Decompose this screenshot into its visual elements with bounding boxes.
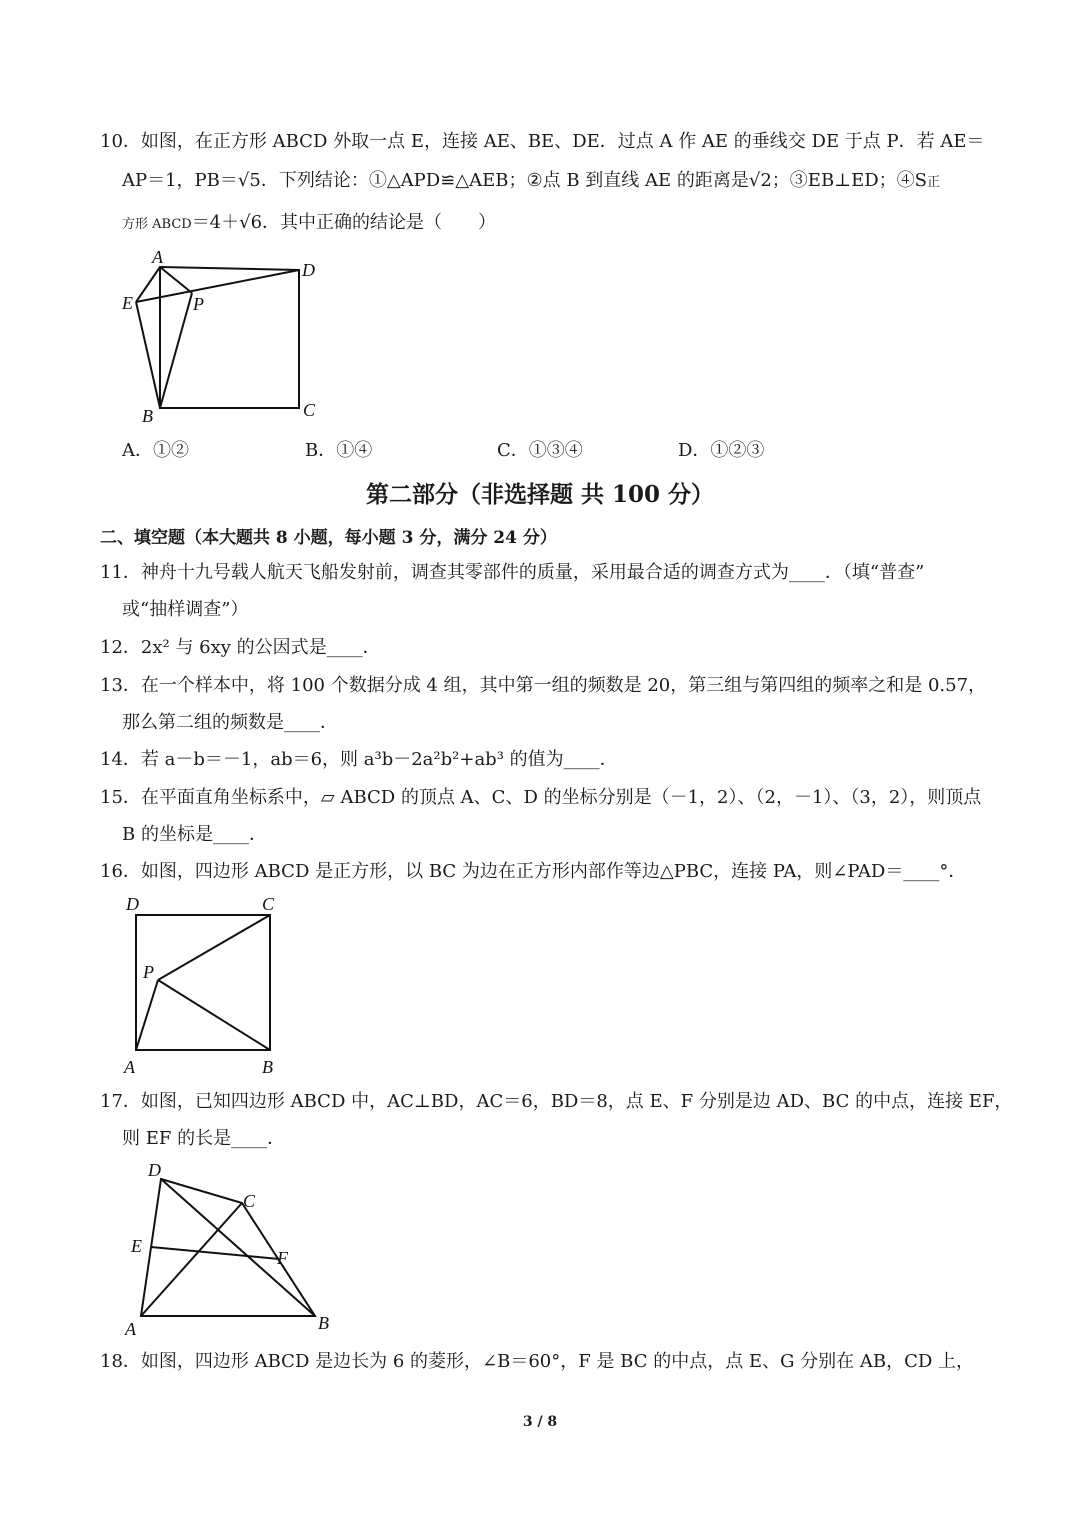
q10-option-b: B．①④	[305, 440, 373, 461]
q16-segment-PC	[158, 915, 270, 980]
q16-figure	[115, 890, 290, 1082]
q17-label-F: F	[277, 1248, 288, 1268]
page-number: 3 / 8	[522, 1414, 558, 1430]
q16-label-P: P	[143, 962, 154, 982]
fill-in-heading: 二、填空题（本大题共 8 小题，每小题 3 分，满分 24 分）	[100, 528, 557, 548]
q18-line: 18．如图，四边形 ABCD 是边长为 6 的菱形，∠B＝60°，F 是 BC 的中点，点 E、G 分别在 AB，CD 上，	[100, 1351, 975, 1372]
section-title: 第二部分（非选择题 共 100 分）	[365, 481, 715, 508]
q17-label-D: D	[148, 1160, 161, 1180]
q10-line-3-text: ＝4＋√6．其中正确的结论是（ ）	[191, 212, 497, 233]
q10-figure	[110, 245, 340, 430]
q16-square	[136, 915, 270, 1050]
q17-line-2: 则 EF 的长是____．	[122, 1128, 286, 1149]
q17-label-A: A	[125, 1319, 136, 1339]
q10-label-D: D	[302, 260, 315, 280]
q10-label-C: C	[303, 400, 316, 420]
q11-line-1: 11．神舟十九号载人航天飞船发射前，调查其零部件的质量，采用最合适的调查方式为____．（填“普查”	[100, 562, 925, 583]
q13-line-1: 13．在一个样本中，将 100 个数据分成 4 组，其中第一组的频数是 20，第三组与第四组的频率之和是 0.57，	[100, 675, 987, 696]
q10-line-3-subscript: 方形 ABCD	[122, 217, 192, 232]
q16-label-A: A	[124, 1057, 135, 1077]
q16-label-B: B	[262, 1057, 273, 1077]
q11-line-2: 或“抽样调查”）	[122, 599, 249, 620]
q17-label-B: B	[318, 1313, 329, 1333]
q16-segment-PB	[158, 980, 270, 1050]
q10-line-3	[122, 210, 496, 238]
q10-option-c: C．①③④	[497, 440, 583, 461]
q15-line-2: B 的坐标是____．	[122, 824, 267, 845]
q10-segment-AP	[160, 267, 192, 293]
q17-label-E: E	[131, 1236, 142, 1256]
q14-line: 14．若 a－b＝－1，ab＝6，则 a³b－2a²b²+ab³ 的值为____．	[100, 749, 618, 770]
q10-line-2	[122, 168, 940, 196]
q10-line-2-text: AP＝1，PB＝√5．下列结论：①△APD≌△AEB；②点 B 到直线 AE 的距离是√2；③EB⊥ED；④S	[122, 170, 928, 191]
q15-line-1: 15．在平面直角坐标系中，▱ ABCD 的顶点 A、C、D 的坐标分别是（－1，2）、（2，－1）、（3，2），则顶点	[100, 787, 982, 808]
q10-segment-AE	[136, 267, 160, 302]
q10-label-A: A	[152, 247, 163, 267]
q12-line: 12．2x² 与 6xy 的公因式是____．	[100, 637, 381, 658]
q10-label-P: P	[193, 294, 204, 314]
q17-quadrilateral	[141, 1179, 315, 1316]
q17-segment-EF	[151, 1247, 279, 1259]
q17-diagonal-BD	[161, 1179, 315, 1316]
q10-label-E: E	[122, 293, 133, 313]
q16-segment-PA	[136, 980, 158, 1050]
q17-label-C: C	[243, 1191, 256, 1211]
q16-label-D: D	[126, 894, 139, 914]
q10-segment-EB	[136, 302, 160, 408]
q10-segment-PB	[160, 293, 192, 408]
q16-label-C: C	[262, 894, 275, 914]
q10-option-a: A．①②	[122, 440, 189, 461]
q10-line-2-subscript: 正	[927, 175, 941, 190]
q10-option-d: D．①②③	[678, 440, 765, 461]
q17-diagonal-AC	[141, 1203, 242, 1316]
q16-line: 16．如图，四边形 ABCD 是正方形，以 BC 为边在正方形内部作等边△PBC，连接 PA，则∠PAD＝____°．	[100, 861, 967, 882]
q10-square	[160, 267, 299, 408]
q17-figure	[115, 1155, 345, 1345]
q13-line-2: 那么第二组的频数是____．	[122, 712, 338, 733]
q17-line-1: 17．如图，已知四边形 ABCD 中，AC⊥BD，AC＝6，BD＝8，点 E、F 分别是边 AD、BC 的中点，连接 EF，	[100, 1091, 1013, 1112]
q10-label-B: B	[142, 406, 153, 426]
q10-line-1: 10．如图，在正方形 ABCD 外取一点 E，连接 AE、BE、DE．过点 A 作 AE 的垂线交 DE 于点 P．若 AE＝	[100, 131, 985, 152]
